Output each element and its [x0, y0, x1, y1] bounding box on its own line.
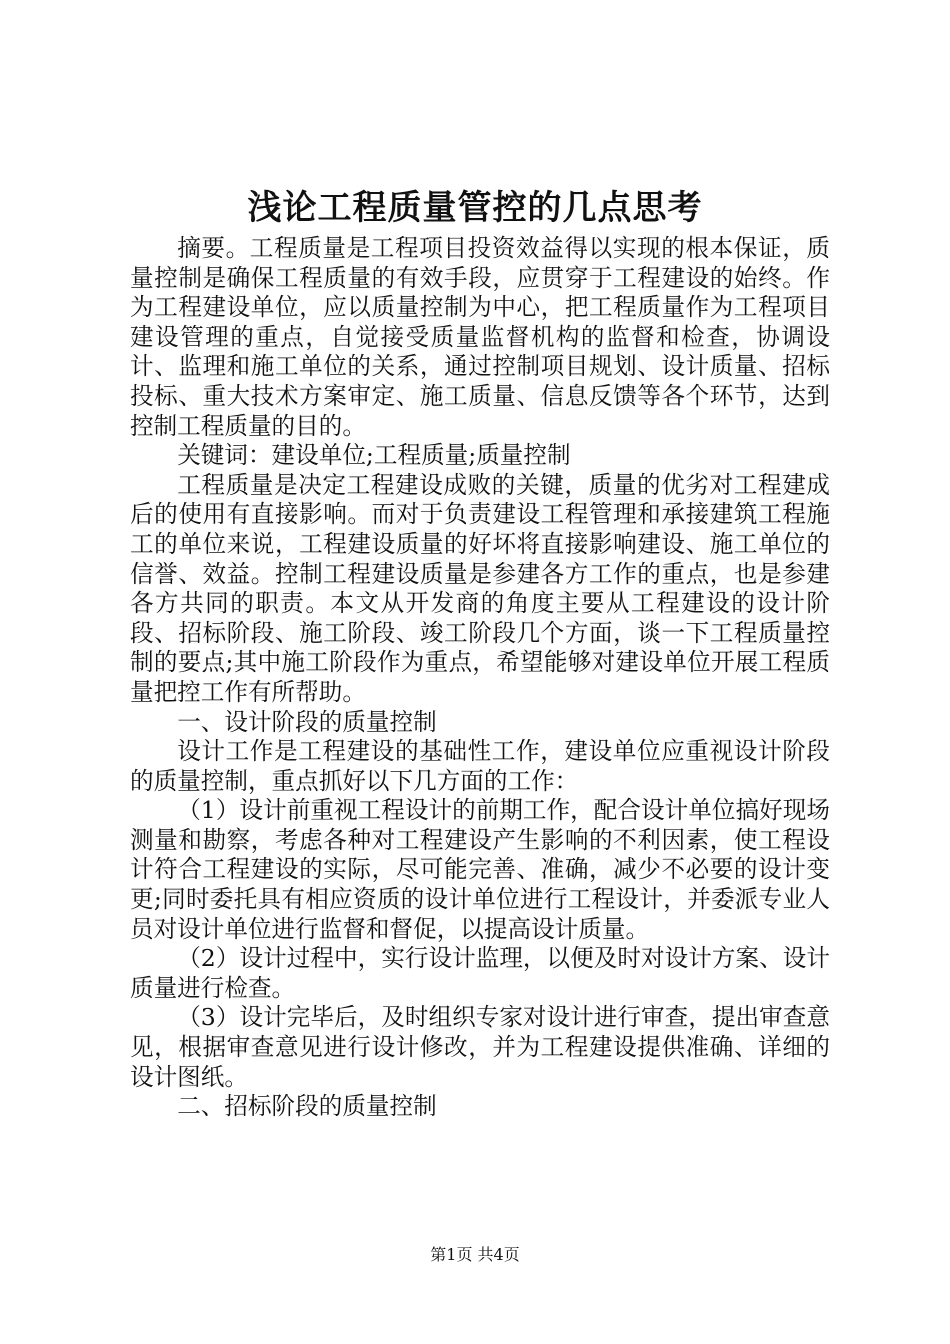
- keywords-paragraph: 关键词：建设单位;工程质量;质量控制: [177, 441, 571, 470]
- abstract-paragraph: 摘要。工程质量是工程项目投资效益得以实现的根本保证，质量控制是确保工程质量的有效手段，应贯穿于工程建设的始终。作为工程建设单位，应以质量控制为中心，把工程质量作为工程项目建设管理的重点，自觉接受质量监督机构的监督和检查，协调设计、监理和施工单位的关系，通过控制项目规划、设计质量、招标投标、重大技术方案审定、施工质量、信息反馈等各个环节，达到控制工程质量的目的。: [130, 234, 830, 440]
- intro-paragraph: 工程质量是决定工程建设成败的关键，质量的优劣对工程建成后的使用有直接影响。而对于负责建设工程管理和承接建筑工程施工的单位来说，工程建设质量的好坏将直接影响建设、施工单位的信誉、效益。控制工程建设质量是参建各方工作的重点，也是参建各方共同的职责。本文从开发商的角度主要从工程建设的设计阶段、招标阶段、施工阶段、竣工阶段几个方面，谈一下工程质量控制的要点;其中施工阶段作为重点，希望能够对建设单位开展工程质量把控工作有所帮助。: [130, 470, 830, 706]
- design-intro-paragraph: 设计工作是工程建设的基础性工作，建设单位应重视设计阶段的质量控制，重点抓好以下几方面的工作：: [130, 737, 830, 795]
- design-item-2: （2）设计过程中，实行设计监理，以便及时对设计方案、设计质量进行检查。: [130, 944, 830, 1002]
- document-body: [130, 234, 830, 1122]
- section-heading-bidding: 二、招标阶段的质量控制: [177, 1092, 437, 1121]
- document-title: 浅论工程质量管控的几点思考: [247, 188, 703, 228]
- design-item-3: （3）设计完毕后，及时组织专家对设计进行审查，提出审查意见，根据审查意见进行设计修改，并为工程建设提供准确、详细的设计图纸。: [130, 1003, 830, 1091]
- page-footer: 第1页 共4页: [430, 1245, 520, 1264]
- design-item-1: （1）设计前重视工程设计的前期工作，配合设计单位搞好现场测量和勘察，考虑各种对工程建设产生影响的不利因素，使工程设计符合工程建设的实际，尽可能完善、准确，减少不必要的设计变更;同时委托具有相应资质的设计单位进行工程设计，并委派专业人员对设计单位进行监督和督促，以提高设计质量。: [130, 796, 830, 943]
- section-heading-design: 一、设计阶段的质量控制: [177, 707, 437, 736]
